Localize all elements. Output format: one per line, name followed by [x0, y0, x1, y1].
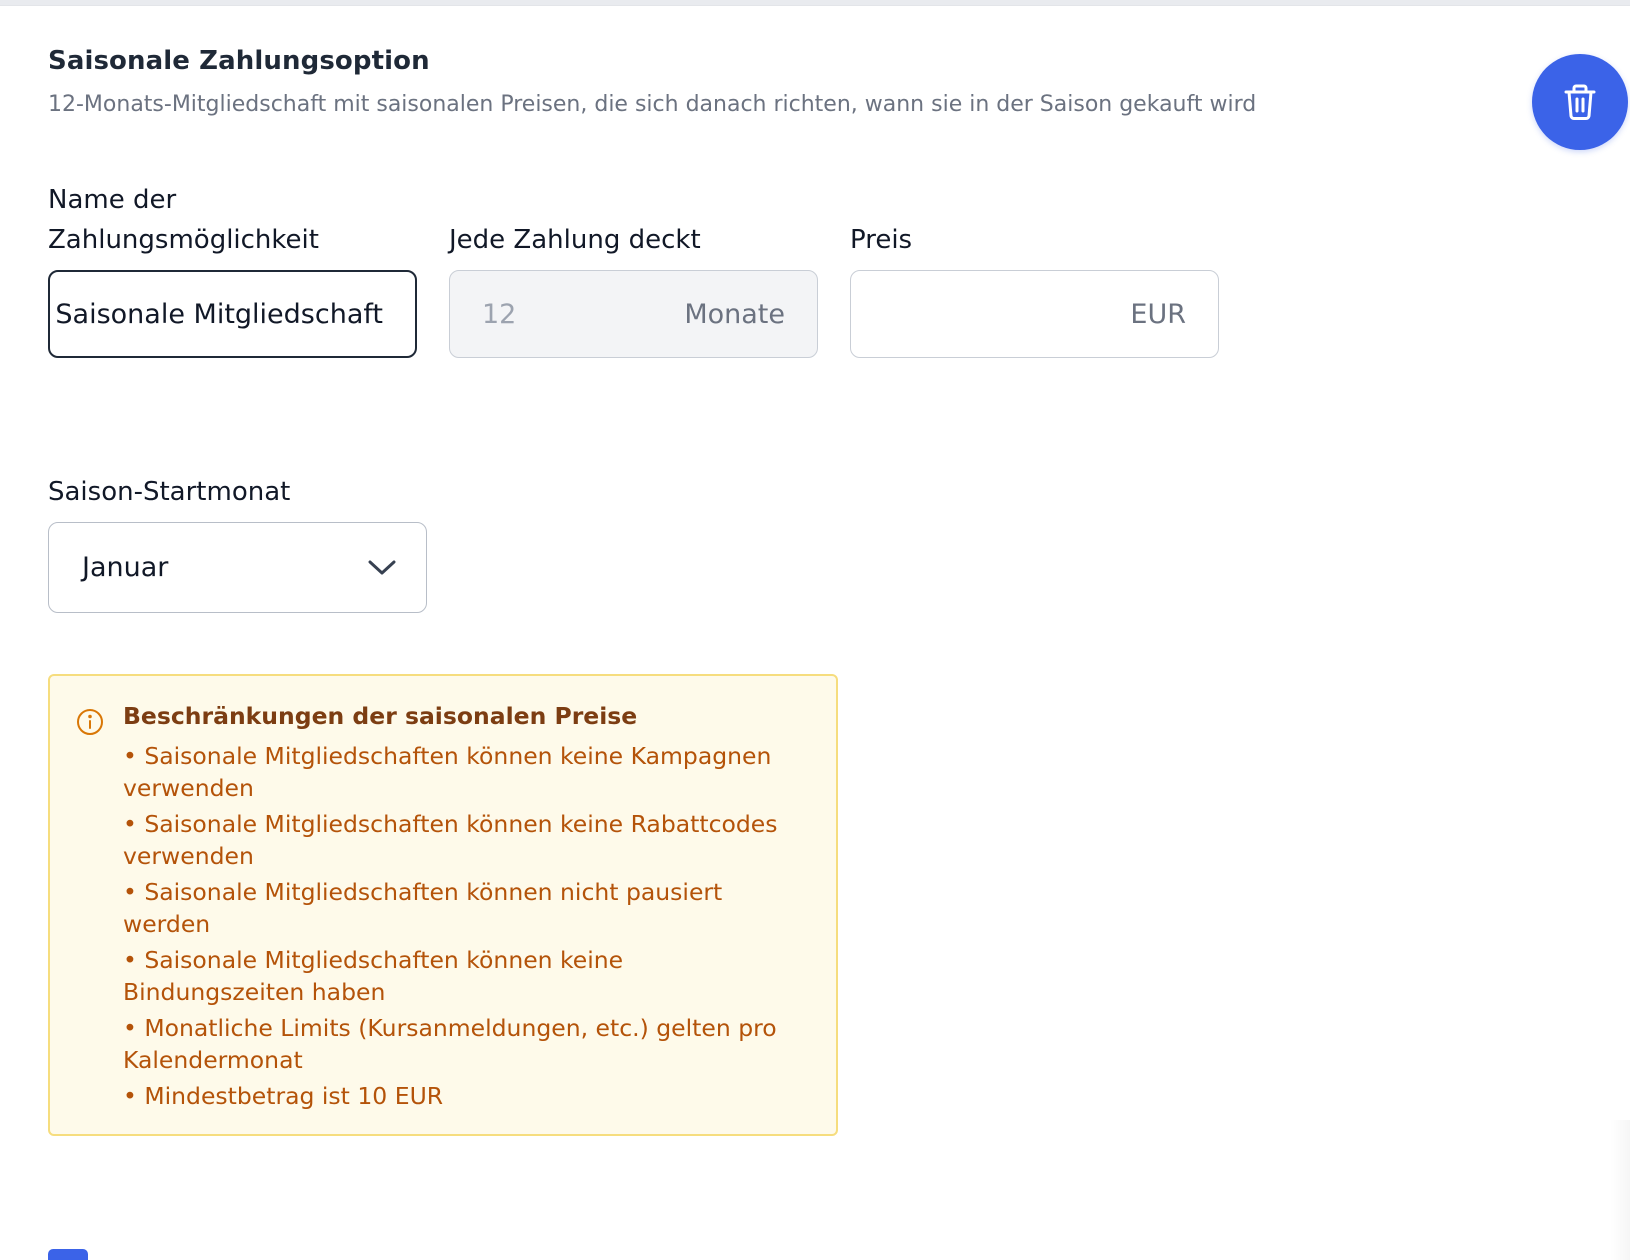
notice-list [123, 740, 803, 1116]
name-field-label [48, 180, 319, 260]
season-start-label: Saison-Startmonat [48, 477, 291, 507]
notice-item: • Saisonale Mitgliedschaften können nicht pausiert werden [123, 878, 723, 938]
notice-item: • Mindestbetrag ist 10 EUR [123, 1082, 444, 1110]
coverage-field-label: Jede Zahlung deckt [449, 225, 701, 255]
scroll-shadow [1610, 1120, 1630, 1260]
seasonal-restrictions-notice [48, 674, 838, 1136]
card-subtitle: 12-Monats-Mitgliedschaft mit saisonalen Preisen, die sich danach richten, wann sie in der Saison gekauft wird [48, 92, 1257, 117]
card-top-border [0, 0, 1630, 6]
coverage-months-input [449, 270, 818, 358]
notice-item: • Saisonale Mitgliedschaften können keine Rabattcodes verwenden [123, 810, 778, 870]
notice-item: • Saisonale Mitgliedschaften können keine Bindungszeiten haben [123, 946, 624, 1006]
card-title: Saisonale Zahlungsoption [48, 46, 430, 76]
trash-icon [1563, 83, 1597, 121]
notice-item: • Monatliche Limits (Kursanmeldungen, etc.) gelten pro Kalendermonat [123, 1014, 777, 1074]
price-field-label: Preis [850, 225, 913, 255]
info-icon [76, 708, 104, 740]
price-input[interactable] [850, 270, 1219, 358]
name-label-line1: Name der [48, 185, 177, 215]
price-currency: EUR [1130, 298, 1186, 330]
season-start-value: Januar [82, 552, 169, 583]
payment-name-input[interactable] [48, 270, 417, 358]
name-label-line2: Zahlungsmöglichkeit [48, 225, 319, 255]
notice-title: Beschränkungen der saisonalen Preise [123, 702, 638, 730]
delete-button[interactable] [1532, 54, 1628, 150]
chevron-down-icon [368, 552, 396, 583]
notice-item: • Saisonale Mitgliedschaften können keine Kampagnen verwenden [123, 742, 772, 802]
coverage-unit: Monate [684, 298, 785, 330]
payment-name-value: Saisonale Mitgliedschaft [55, 298, 383, 330]
coverage-months-value: 12 [482, 298, 517, 330]
season-start-select[interactable] [48, 522, 427, 613]
checkbox[interactable] [48, 1249, 88, 1260]
